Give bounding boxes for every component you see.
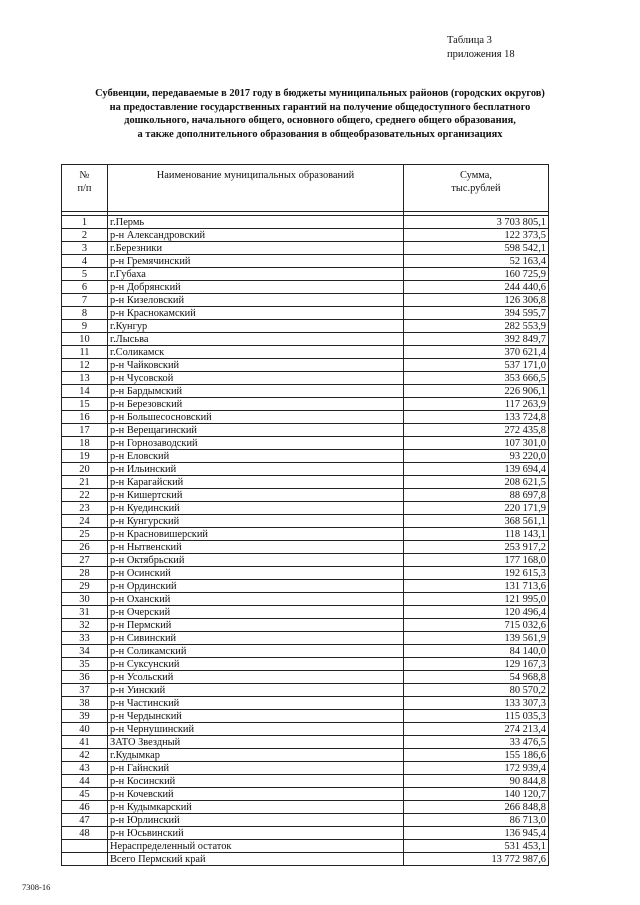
table-row (62, 268, 549, 281)
row-number-cell (62, 840, 108, 853)
table-row (62, 489, 549, 502)
row-number-cell: 8 (62, 307, 108, 320)
appendix-note (447, 34, 515, 62)
row-number-cell: 23 (62, 502, 108, 515)
table-row (62, 411, 549, 424)
table-row (62, 801, 549, 814)
header-sum-label: Сумма, (459, 170, 493, 181)
table-row (62, 216, 549, 229)
row-municipality-cell: г.Кудымкар (108, 749, 404, 762)
row-municipality-cell: р-н Нытвенский (108, 541, 404, 554)
header-number-symbol: № (79, 170, 90, 181)
row-number-cell: 29 (62, 580, 108, 593)
table-row (62, 762, 549, 775)
row-sum-cell: 172 939,4 (404, 762, 549, 775)
table-row (62, 333, 549, 346)
row-municipality-cell: г.Губаха (108, 268, 404, 281)
table-row (62, 463, 549, 476)
row-municipality-cell: р-н Верещагинский (108, 424, 404, 437)
row-sum-cell: 122 373,5 (404, 229, 549, 242)
row-municipality-cell: г.Соликамск (108, 346, 404, 359)
table-row (62, 788, 549, 801)
table-row (62, 684, 549, 697)
title-line-1: Субвенции, передаваемые в 2017 году в бюджеты муниципальных районов (городских округов) (95, 88, 545, 99)
row-sum-cell: 192 615,3 (404, 567, 549, 580)
row-number-cell: 41 (62, 736, 108, 749)
row-number-cell: 10 (62, 333, 108, 346)
table-row (62, 554, 549, 567)
table-row (62, 541, 549, 554)
row-sum-cell: 117 263,9 (404, 398, 549, 411)
table-row (62, 502, 549, 515)
table-row (62, 827, 549, 840)
table-row (62, 372, 549, 385)
row-number-cell: 4 (62, 255, 108, 268)
row-municipality-cell: р-н Чернушинский (108, 723, 404, 736)
header-sum (404, 165, 549, 212)
row-municipality-cell: р-н Соликамский (108, 645, 404, 658)
row-sum-cell: 139 561,9 (404, 632, 549, 645)
row-municipality-cell: р-н Косинский (108, 775, 404, 788)
table-summary-row (62, 840, 549, 853)
row-municipality-cell: г.Кунгур (108, 320, 404, 333)
row-sum-cell: 226 906,1 (404, 385, 549, 398)
table-row (62, 619, 549, 632)
table-number-label: Таблица 3 (447, 35, 492, 46)
table-row (62, 359, 549, 372)
row-sum-cell: 129 167,3 (404, 658, 549, 671)
row-sum-cell: 353 666,5 (404, 372, 549, 385)
row-municipality-cell: р-н Кудымкарский (108, 801, 404, 814)
row-number-cell: 42 (62, 749, 108, 762)
row-sum-cell: 84 140,0 (404, 645, 549, 658)
row-sum-cell: 133 724,8 (404, 411, 549, 424)
row-municipality-cell: р-н Юрлинский (108, 814, 404, 827)
row-municipality-cell: р-н Карагайский (108, 476, 404, 489)
row-municipality-cell: р-н Горнозаводский (108, 437, 404, 450)
row-sum-cell: 86 713,0 (404, 814, 549, 827)
row-municipality-cell: р-н Оханский (108, 593, 404, 606)
table-row (62, 424, 549, 437)
row-number-cell: 5 (62, 268, 108, 281)
row-number-cell: 21 (62, 476, 108, 489)
table-row (62, 671, 549, 684)
row-sum-cell: 370 621,4 (404, 346, 549, 359)
table-row (62, 294, 549, 307)
row-sum-cell: 131 713,6 (404, 580, 549, 593)
row-sum-cell: 715 032,6 (404, 619, 549, 632)
row-number-cell: 27 (62, 554, 108, 567)
row-municipality-cell: р-н Чусовской (108, 372, 404, 385)
title-line-3: дошкольного, начального общего, основного общего, среднего общего образования, (124, 115, 516, 126)
row-municipality-cell: р-н Юсьвинский (108, 827, 404, 840)
row-municipality-cell: р-н Ильинский (108, 463, 404, 476)
row-number-cell: 28 (62, 567, 108, 580)
row-municipality-cell: р-н Еловский (108, 450, 404, 463)
row-number-cell: 2 (62, 229, 108, 242)
row-number-cell: 14 (62, 385, 108, 398)
row-number-cell: 26 (62, 541, 108, 554)
row-sum-cell: 126 306,8 (404, 294, 549, 307)
row-sum-cell: 107 301,0 (404, 437, 549, 450)
row-municipality-cell: р-н Куединский (108, 502, 404, 515)
row-number-cell: 47 (62, 814, 108, 827)
table-row (62, 346, 549, 359)
table-row (62, 476, 549, 489)
row-municipality-cell: р-н Чердынский (108, 710, 404, 723)
row-sum-cell: 272 435,8 (404, 424, 549, 437)
table-row (62, 229, 549, 242)
row-number-cell: 13 (62, 372, 108, 385)
row-number-cell: 20 (62, 463, 108, 476)
header-municipality-name-text: Наименование муниципальных образований (156, 170, 355, 181)
row-sum-cell: 537 171,0 (404, 359, 549, 372)
row-sum-cell: 282 553,9 (404, 320, 549, 333)
appendix-number-label: приложения 18 (447, 49, 515, 60)
table-row (62, 580, 549, 593)
row-number-cell: 22 (62, 489, 108, 502)
row-sum-cell: 531 453,1 (404, 840, 549, 853)
row-number-cell: 33 (62, 632, 108, 645)
table-row (62, 528, 549, 541)
row-sum-cell: 3 703 805,1 (404, 216, 549, 229)
table-row (62, 814, 549, 827)
row-municipality-cell: р-н Кизеловский (108, 294, 404, 307)
row-sum-cell: 120 496,4 (404, 606, 549, 619)
table-row (62, 450, 549, 463)
row-number-cell: 46 (62, 801, 108, 814)
row-sum-cell: 155 186,6 (404, 749, 549, 762)
row-number-cell: 6 (62, 281, 108, 294)
table-body (62, 212, 549, 866)
row-municipality-cell: г.Пермь (108, 216, 404, 229)
table-row (62, 710, 549, 723)
row-number-cell: 31 (62, 606, 108, 619)
table-row (62, 593, 549, 606)
table-row (62, 736, 549, 749)
row-municipality-cell: р-н Усольский (108, 671, 404, 684)
table-row (62, 632, 549, 645)
table-row (62, 606, 549, 619)
row-municipality-cell: р-н Пермский (108, 619, 404, 632)
document-code: 7308-16 (22, 882, 51, 892)
row-municipality-cell: р-н Кишертский (108, 489, 404, 502)
row-number-cell: 30 (62, 593, 108, 606)
table-row (62, 515, 549, 528)
row-number-cell: 9 (62, 320, 108, 333)
row-number-cell: 44 (62, 775, 108, 788)
row-sum-cell: 33 476,5 (404, 736, 549, 749)
row-municipality-cell: р-н Уинский (108, 684, 404, 697)
row-number-cell: 12 (62, 359, 108, 372)
table-row (62, 697, 549, 710)
row-municipality-cell: ЗАТО Звездный (108, 736, 404, 749)
row-number-cell: 1 (62, 216, 108, 229)
row-sum-cell: 136 945,4 (404, 827, 549, 840)
table-row (62, 645, 549, 658)
row-sum-cell: 139 694,4 (404, 463, 549, 476)
row-sum-cell: 266 848,8 (404, 801, 549, 814)
table-row (62, 398, 549, 411)
row-municipality-cell: р-н Гремячинский (108, 255, 404, 268)
row-sum-cell: 54 968,8 (404, 671, 549, 684)
table-row (62, 723, 549, 736)
table-summary-row (62, 853, 549, 866)
row-number-cell: 16 (62, 411, 108, 424)
row-municipality-cell: Всего Пермский край (108, 853, 404, 866)
row-number-cell: 3 (62, 242, 108, 255)
row-sum-cell: 253 917,2 (404, 541, 549, 554)
title-line-4: а также дополнительного образования в общеобразовательных организациях (137, 128, 503, 140)
row-municipality-cell: р-н Ординский (108, 580, 404, 593)
row-number-cell: 32 (62, 619, 108, 632)
row-number-cell: 19 (62, 450, 108, 463)
row-number-cell: 18 (62, 437, 108, 450)
row-municipality-cell: р-н Бардымский (108, 385, 404, 398)
table-row (62, 749, 549, 762)
row-municipality-cell: р-н Октябрьский (108, 554, 404, 567)
row-number-cell: 45 (62, 788, 108, 801)
table-row (62, 320, 549, 333)
row-municipality-cell: г.Лысьва (108, 333, 404, 346)
table-row (62, 242, 549, 255)
table-row (62, 775, 549, 788)
row-sum-cell: 177 168,0 (404, 554, 549, 567)
table-header-row (62, 165, 549, 212)
row-municipality-cell: р-н Чайковский (108, 359, 404, 372)
table-row (62, 658, 549, 671)
row-sum-cell: 52 163,4 (404, 255, 549, 268)
row-sum-cell: 274 213,4 (404, 723, 549, 736)
row-number-cell: 38 (62, 697, 108, 710)
row-sum-cell: 394 595,7 (404, 307, 549, 320)
row-sum-cell: 392 849,7 (404, 333, 549, 346)
row-municipality-cell: р-н Александровский (108, 229, 404, 242)
row-number-cell: 24 (62, 515, 108, 528)
row-sum-cell: 13 772 987,6 (404, 853, 549, 866)
row-municipality-cell: р-н Большесосновский (108, 411, 404, 424)
table-row (62, 567, 549, 580)
row-number-cell: 11 (62, 346, 108, 359)
row-number-cell: 48 (62, 827, 108, 840)
title-line-2: на предоставление государственных гарантий на получение общедоступного бесплатного (109, 101, 531, 113)
row-municipality-cell: р-н Добрянский (108, 281, 404, 294)
row-municipality-cell: р-н Осинский (108, 567, 404, 580)
row-sum-cell: 88 697,8 (404, 489, 549, 502)
header-number (62, 165, 108, 212)
row-sum-cell: 118 143,1 (404, 528, 549, 541)
table-row (62, 437, 549, 450)
document-title (60, 87, 580, 141)
row-number-cell: 36 (62, 671, 108, 684)
row-sum-cell: 208 621,5 (404, 476, 549, 489)
row-sum-cell: 90 844,8 (404, 775, 549, 788)
row-sum-cell: 160 725,9 (404, 268, 549, 281)
table-row (62, 281, 549, 294)
row-municipality-cell: Нераспределенный остаток (108, 840, 404, 853)
row-municipality-cell: р-н Частинский (108, 697, 404, 710)
row-number-cell: 35 (62, 658, 108, 671)
row-municipality-cell: р-н Сивинский (108, 632, 404, 645)
row-municipality-cell: р-н Кунгурский (108, 515, 404, 528)
row-sum-cell: 368 561,1 (404, 515, 549, 528)
header-number-abbr: п/п (77, 183, 92, 194)
row-municipality-cell: р-н Кочевский (108, 788, 404, 801)
row-number-cell: 40 (62, 723, 108, 736)
row-municipality-cell: г.Березники (108, 242, 404, 255)
row-number-cell: 25 (62, 528, 108, 541)
row-number-cell: 7 (62, 294, 108, 307)
table-row (62, 307, 549, 320)
row-municipality-cell: р-н Краснокамский (108, 307, 404, 320)
row-municipality-cell: р-н Очерский (108, 606, 404, 619)
table-row (62, 255, 549, 268)
row-sum-cell: 80 570,2 (404, 684, 549, 697)
row-number-cell: 37 (62, 684, 108, 697)
header-municipality-name (108, 165, 404, 212)
row-sum-cell: 93 220,0 (404, 450, 549, 463)
row-number-cell (62, 853, 108, 866)
subventions-table (61, 164, 549, 866)
row-sum-cell: 220 171,9 (404, 502, 549, 515)
row-sum-cell: 598 542,1 (404, 242, 549, 255)
row-sum-cell: 140 120,7 (404, 788, 549, 801)
row-municipality-cell: р-н Гайнский (108, 762, 404, 775)
row-number-cell: 43 (62, 762, 108, 775)
table-row (62, 385, 549, 398)
row-municipality-cell: р-н Красновишерский (108, 528, 404, 541)
row-number-cell: 17 (62, 424, 108, 437)
row-sum-cell: 121 995,0 (404, 593, 549, 606)
row-number-cell: 39 (62, 710, 108, 723)
row-number-cell: 34 (62, 645, 108, 658)
row-sum-cell: 244 440,6 (404, 281, 549, 294)
row-sum-cell: 115 035,3 (404, 710, 549, 723)
row-municipality-cell: р-н Суксунский (108, 658, 404, 671)
row-number-cell: 15 (62, 398, 108, 411)
header-sum-unit: тыс.рублей (451, 183, 501, 194)
row-sum-cell: 133 307,3 (404, 697, 549, 710)
row-municipality-cell: р-н Березовский (108, 398, 404, 411)
